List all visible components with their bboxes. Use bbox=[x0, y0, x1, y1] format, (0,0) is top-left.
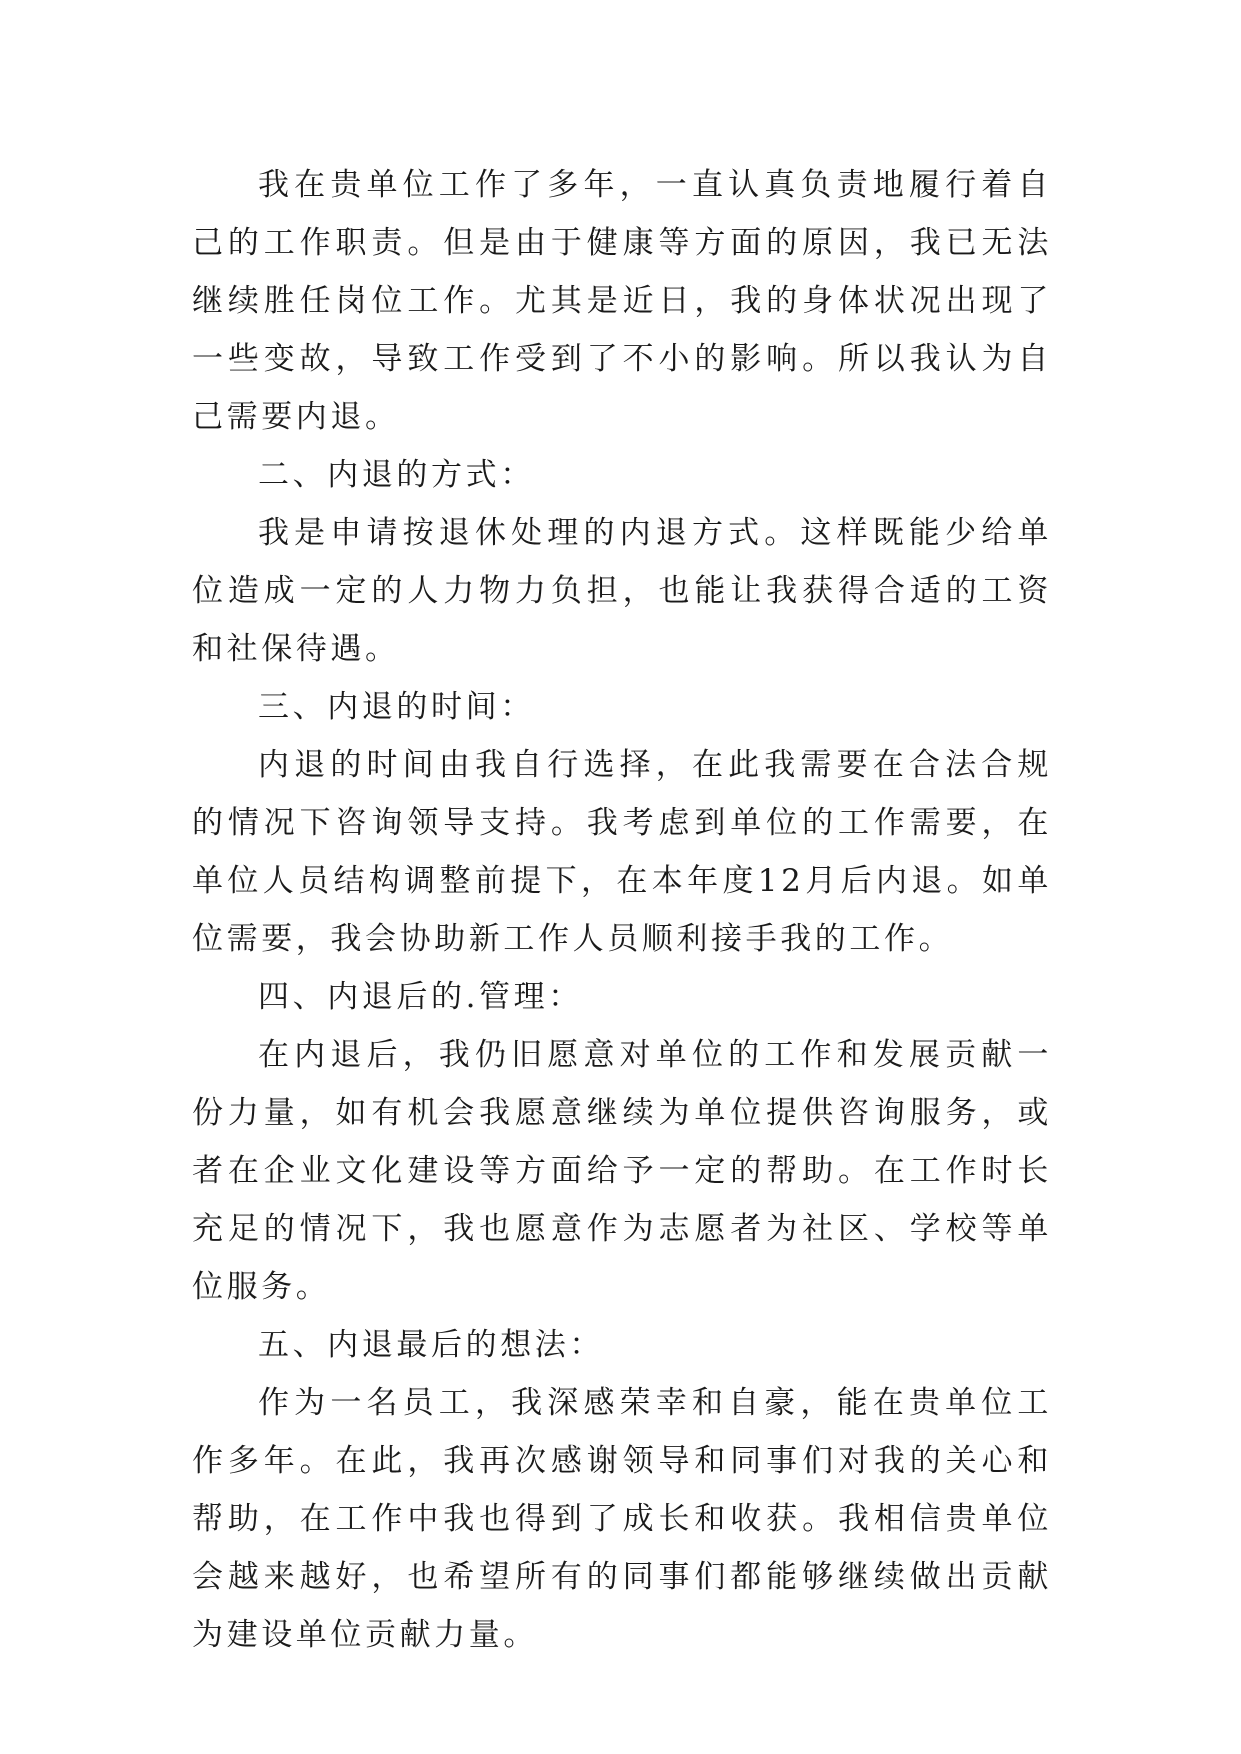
paragraph-time: 内退的时间由我自行选择，在此我需要在合法合规的情况下咨询领导支持。我考虑到单位的工作需要，在单位人员结构调整前提下，在本年度12月后内退。如单位需要，我会协助新工作人员顺利接手我的工作。 bbox=[192, 747, 1052, 957]
heading-time: 三、内退的时间： bbox=[258, 689, 535, 725]
paragraph-management: 在内退后，我仍旧愿意对单位的工作和发展贡献一份力量，如有机会我愿意继续为单位提供咨询服务，或者在企业文化建设等方面给予一定的帮助。在工作时长充足的情况下，我也愿意作为志愿者为社区、学校等单位服务。 bbox=[192, 1037, 1052, 1305]
document-body bbox=[192, 156, 1052, 1664]
paragraph-final-thoughts: 作为一名员工，我深感荣幸和自豪，能在贵单位工作多年。在此，我再次感谢领导和同事们对我的关心和帮助，在工作中我也得到了成长和收获。我相信贵单位会越来越好，也希望所有的同事们都能够继续做出贡献为建设单位贡献力量。 bbox=[192, 1385, 1052, 1653]
heading-method: 二、内退的方式： bbox=[258, 457, 535, 493]
paragraph-reason: 我在贵单位工作了多年，一直认真负责地履行着自己的工作职责。但是由于健康等方面的原因，我已无法继续胜任岗位工作。尤其是近日，我的身体状况出现了一些变故，导致工作受到了不小的影响。所以我认为自己需要内退。 bbox=[192, 167, 1052, 435]
paragraph-method: 我是申请按退休处理的内退方式。这样既能少给单位造成一定的人力物力负担，也能让我获得合适的工资和社保待遇。 bbox=[192, 515, 1052, 667]
heading-management: 四、内退后的.管理： bbox=[258, 979, 583, 1015]
heading-final-thoughts: 五、内退最后的想法： bbox=[258, 1327, 604, 1363]
